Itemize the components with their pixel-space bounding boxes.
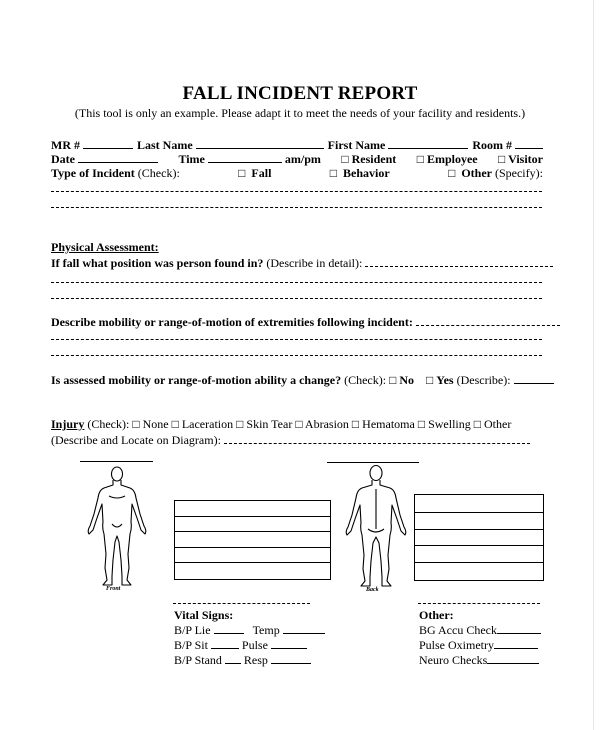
back-caption: Back [366,587,379,593]
injury-option-laceration[interactable]: □ Laceration [171,417,234,431]
other-checks-section [419,608,541,668]
checkbox-icon: □ [329,166,338,180]
neuro-row: Neuro Checks [419,653,541,668]
box-line [415,512,543,513]
checkbox-icon: □ [473,417,481,431]
other-checks-heading: Other: [419,608,454,622]
specify-line-2[interactable] [51,207,542,208]
injury-option-other[interactable]: □ Other [473,417,512,431]
back-body-diagram[interactable] [340,463,412,593]
incident-type-row: Type of Incident (Check): □ Fall □ Behavior □ Other (Specify): [51,166,543,180]
checkbox-icon: □ [351,417,360,431]
identification-row-1 [51,138,543,153]
mobility-question-row [51,315,543,330]
injury-option-abrasion[interactable]: □ Abrasion [295,417,349,431]
injury-row: Injury (Check): □ None □ Laceration □ Skin Tear □ Abrasion □ Hematoma □ Swelling □ Other [51,417,512,431]
position-line-1[interactable] [51,282,542,283]
front-diagram-line [80,461,153,462]
injury-describe-row [51,433,543,448]
other-top-line [418,603,540,604]
box-line [175,562,330,563]
time-field[interactable]: Time am/pm [178,152,321,166]
checkbox-icon: □ [416,152,424,166]
box-line [415,529,543,530]
injury-option-swelling[interactable]: □ Swelling [417,417,471,431]
vitals-row-1: B/P Lie Temp [174,623,325,638]
checkbox-icon: □ [132,417,140,431]
page-subtitle: (This tool is only an example. Please adapt it to meet the needs of your facility and residents.) [74,106,526,120]
page-title: FALL INCIDENT REPORT [182,83,418,104]
checkbox-icon: □ [389,373,397,387]
vitals-top-line [173,603,310,604]
bg-accu-field[interactable] [497,624,541,634]
injury-option-none[interactable]: □ None [132,417,169,431]
checkbox-icon: □ [498,152,506,166]
pulse-ox-row: Pulse Oximetry [419,638,541,653]
injury-describe-label: (Describe and Locate on Diagram): [51,433,221,447]
checkbox-icon: □ [426,373,434,387]
pulse-field[interactable] [271,639,307,649]
checkbox-icon: □ [417,417,426,431]
other-incident-checkbox[interactable]: □ Other (Specify): [448,166,543,180]
mobility-line-2[interactable] [51,355,542,356]
specify-line-1[interactable] [51,191,542,192]
fall-checkbox[interactable]: □ Fall [238,166,272,180]
pulse-ox-field[interactable] [494,639,538,649]
checkbox-icon: □ [341,152,349,166]
no-checkbox[interactable]: □ No [389,373,415,387]
position-hint: (Describe in detail): [266,256,363,270]
last-name-field[interactable]: Last Name [137,138,324,153]
front-notes-box[interactable] [174,500,331,580]
mobility-answer-field[interactable] [416,316,560,326]
behavior-checkbox[interactable]: □ Behavior [329,166,390,180]
yes-checkbox[interactable]: □ Yes [426,373,454,387]
incident-type-label: Type of Incident [51,166,135,180]
change-answer-field[interactable] [514,374,554,384]
change-question-row: Is assessed mobility or range-of-motion ability a change? (Check): □ No □ Yes (Describe): [51,373,543,388]
injury-describe-field[interactable] [224,434,530,444]
employee-checkbox[interactable]: □ Employee [416,152,478,166]
injury-option-skin-tear[interactable]: □ Skin Tear [236,417,293,431]
bp-stand-field[interactable] [225,654,241,664]
vital-signs-section [174,608,325,668]
back-notes-box[interactable] [414,494,544,581]
checkbox-icon: □ [236,417,244,431]
change-question: Is assessed mobility or range-of-motion ability a change? [51,373,342,387]
checkbox-icon: □ [295,417,303,431]
room-field[interactable]: Room # [472,138,543,153]
front-body-diagram[interactable] [82,464,152,592]
bp-lie-field[interactable] [214,624,244,634]
front-caption: Front [106,586,121,592]
position-question: If fall what position was person found in? [51,256,264,270]
box-line [175,531,330,532]
position-question-row [51,256,543,271]
injury-option-hematoma[interactable]: □ Hematoma [351,417,415,431]
box-line [175,547,330,548]
mobility-line-1[interactable] [51,339,542,340]
bg-accu-row: BG Accu Check [419,623,541,638]
identification-row-2 [51,152,543,167]
checkbox-icon: □ [238,166,246,180]
vitals-row-2: B/P Sit Pulse [174,638,325,653]
bp-sit-field[interactable] [211,639,239,649]
checkbox-icon: □ [171,417,179,431]
position-line-2[interactable] [51,298,542,299]
date-field[interactable]: Date [51,152,158,167]
vital-signs-heading: Vital Signs: [174,608,234,622]
resident-checkbox[interactable]: □ Resident [341,152,397,166]
box-line [415,562,543,563]
mobility-question: Describe mobility or range-of-motion of extremities following incident: [51,315,413,329]
position-answer-field[interactable] [365,257,553,267]
physical-assessment-heading: Physical Assessment: [51,240,159,254]
vitals-row-3: B/P Stand Resp [174,653,325,668]
checkbox-icon: □ [448,166,456,180]
box-line [175,516,330,517]
first-name-field[interactable]: First Name [328,138,469,153]
neuro-field[interactable] [487,654,539,664]
mr-field[interactable]: MR # [51,138,133,153]
injury-label: Injury [51,417,85,431]
box-line [415,545,543,546]
resp-field[interactable] [271,654,311,664]
visitor-checkbox[interactable]: □ Visitor [498,152,543,166]
temp-field[interactable] [283,624,325,634]
